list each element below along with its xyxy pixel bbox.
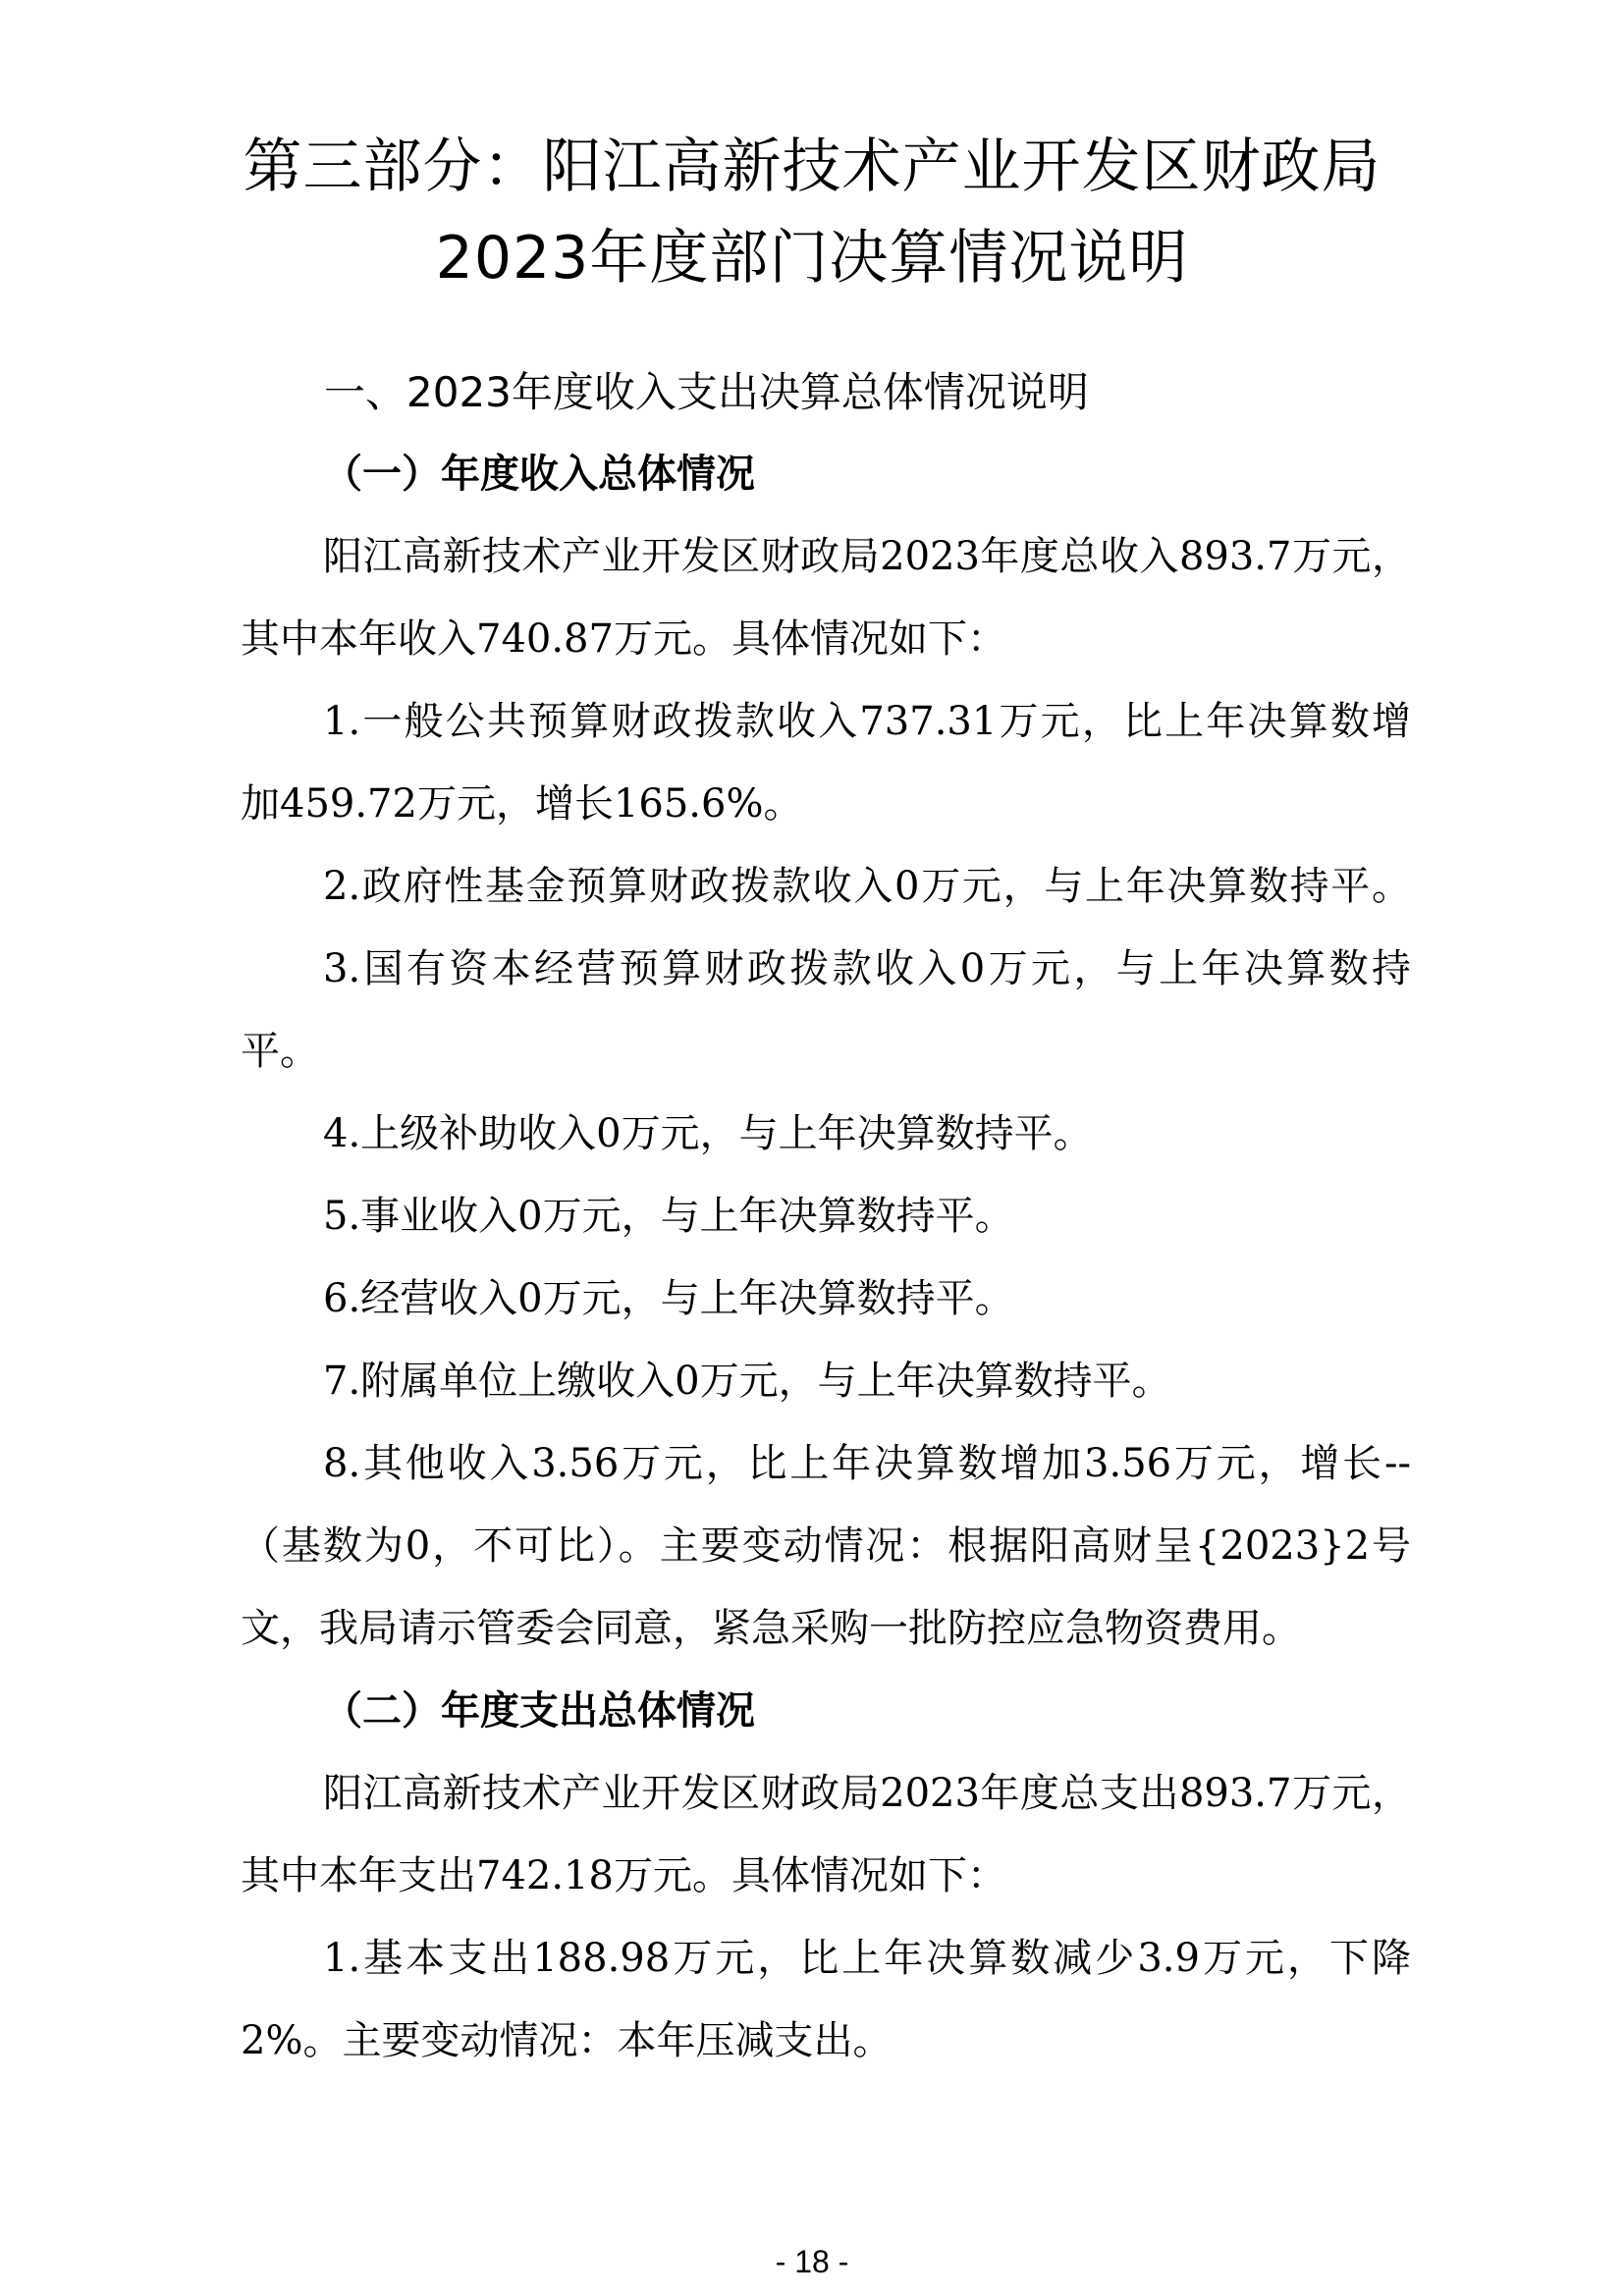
text-line: 3.国有资本经营预算财政拨款收入0万元，与上年决算数持 [323, 946, 1411, 991]
subsection-heading: （一）年度收入总体情况 [323, 452, 755, 497]
section-heading: 一、2023年度收入支出决算总体情况说明 [324, 368, 1089, 416]
text-line: 8.其他收入3.56万元，比上年决算数增加3.56万元，增长-- [323, 1441, 1411, 1486]
text-line: 其中本年支出742.18万元。具体情况如下： [241, 1853, 1006, 1898]
text-line: 6.经营收入0万元，与上年决算数持平。 [323, 1276, 1014, 1321]
text-line: 1.一般公共预算财政拨款收入737.31万元，比上年决算数增 [323, 699, 1411, 744]
text-line: 加459.72万元，增长165.6%。 [241, 781, 803, 827]
text-line: 7.附属单位上缴收入0万元，与上年决算数持平。 [323, 1359, 1171, 1404]
text-line: 2%。主要变动情况：本年压减支出。 [241, 2018, 893, 2063]
text-line: 4.上级补助收入0万元，与上年决算数持平。 [323, 1111, 1093, 1156]
text-line: 阳江高新技术产业开发区财政局2023年度总支出893.7万元， [323, 1771, 1411, 1816]
text-line: 文，我局请示管委会同意，紧急采购一批防控应急物资费用。 [241, 1606, 1301, 1651]
document-body [241, 433, 1411, 2082]
text-line: 1.基本支出188.98万元，比上年决算数减少3.9万元，下降 [323, 1936, 1411, 1981]
text-line: 阳江高新技术产业开发区财政局2023年度总收入893.7万元， [323, 534, 1411, 579]
document-title-line-2: 2023年度部门决算情况说明 [435, 224, 1189, 293]
document-title-line-1: 第三部分：阳江高新技术产业开发区财政局 [243, 133, 1381, 201]
text-line: （基数为0，不可比）。主要变动情况：根据阳高财呈{2023}2号 [241, 1523, 1411, 1569]
text-line: 其中本年收入740.87万元。具体情况如下： [241, 616, 1006, 662]
page-number: - 18 - [775, 2244, 849, 2279]
text-line: 平。 [241, 1029, 319, 1074]
subsection-heading: （二）年度支出总体情况 [323, 1688, 755, 1734]
text-line: 5.事业收入0万元，与上年决算数持平。 [323, 1194, 1014, 1239]
text-line: 2.政府性基金预算财政拨款收入0万元，与上年决算数持平。 [323, 864, 1411, 909]
